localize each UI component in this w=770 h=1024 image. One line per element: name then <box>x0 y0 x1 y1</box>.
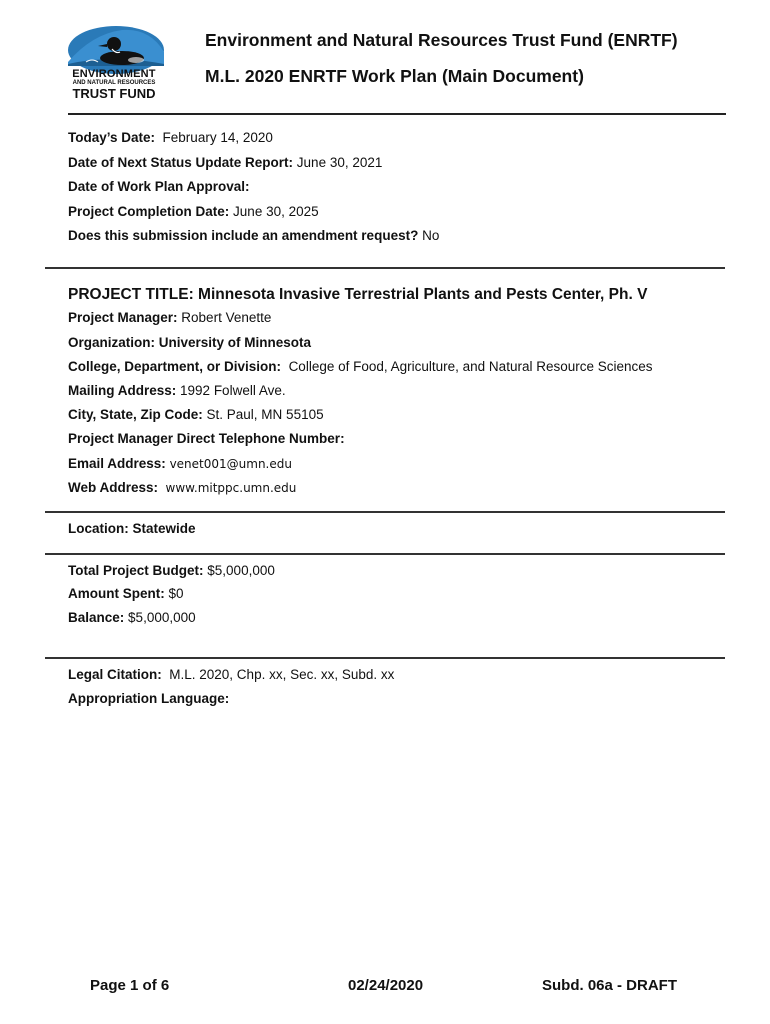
legal-citation-label: Legal Citation: <box>68 667 162 682</box>
amount-spent-value: $0 <box>168 586 184 601</box>
amount-spent-row <box>68 586 184 602</box>
page-title: Environment and Natural Resources Trust Fund (ENRTF) <box>205 30 678 50</box>
web-link[interactable]: www.mitppc.umn.edu <box>165 481 297 495</box>
location-label: Location: <box>68 521 129 536</box>
manager-row <box>68 310 271 326</box>
section-divider <box>45 267 725 269</box>
completion-row <box>68 204 319 220</box>
footer-page-number: Page 1 of 6 <box>90 977 170 994</box>
college-label: College, Department, or Division: <box>68 359 282 374</box>
email-label: Email Address: <box>68 456 166 471</box>
manager-value: Robert Venette <box>181 310 272 325</box>
header-divider <box>68 113 726 115</box>
todays-date-row <box>68 130 273 146</box>
total-budget-row <box>68 563 275 579</box>
balance-row <box>68 610 196 626</box>
enrtf-logo <box>62 24 166 102</box>
appropriation-row <box>68 691 229 707</box>
todays-date-label: Today’s Date: <box>68 130 156 145</box>
mailing-value: 1992 Folwell Ave. <box>180 383 286 398</box>
phone-label: Project Manager Direct Telephone Number: <box>68 431 345 446</box>
approval-row <box>68 179 250 195</box>
email-link[interactable]: venet001@umn.edu <box>169 457 292 471</box>
project-title-row <box>68 286 647 304</box>
footer-subd: Subd. 06a - DRAFT <box>542 977 678 994</box>
total-budget-label: Total Project Budget: <box>68 563 204 578</box>
completion-value: June 30, 2025 <box>233 204 319 219</box>
project-title-label: PROJECT TITLE: <box>68 286 194 303</box>
amendment-row <box>68 228 439 244</box>
location-value: Statewide <box>132 521 196 536</box>
next-report-row <box>68 155 382 171</box>
approval-label: Date of Work Plan Approval: <box>68 179 250 194</box>
phone-row <box>68 431 345 447</box>
web-row <box>68 480 296 496</box>
legal-citation-row <box>68 667 394 683</box>
organization-value: University of Minnesota <box>158 335 312 350</box>
next-report-label: Date of Next Status Update Report: <box>68 155 294 170</box>
section-divider <box>45 553 725 555</box>
city-label: City, State, Zip Code: <box>68 407 203 422</box>
college-row <box>68 359 653 375</box>
location-row <box>68 521 196 537</box>
logo-line-2: AND NATURAL RESOURCES <box>72 80 156 86</box>
web-label: Web Address: <box>68 480 159 495</box>
organization-label: Organization: <box>68 335 155 350</box>
mailing-label: Mailing Address: <box>68 383 177 398</box>
section-divider <box>45 511 725 513</box>
appropriation-label: Appropriation Language: <box>68 691 230 706</box>
email-row <box>68 456 292 472</box>
total-budget-value: $5,000,000 <box>207 563 275 578</box>
organization-row <box>68 335 311 351</box>
todays-date-value: February 14, 2020 <box>162 130 273 145</box>
amount-spent-label: Amount Spent: <box>68 586 165 601</box>
logo-line-3: TRUST FUND <box>72 86 156 101</box>
logo-line-1: ENVIRONMENT <box>72 68 156 80</box>
manager-label: Project Manager: <box>68 310 178 325</box>
legal-citation-value: M.L. 2020, Chp. xx, Sec. xx, Subd. xx <box>169 667 395 682</box>
next-report-value: June 30, 2021 <box>296 155 383 170</box>
footer-date: 02/24/2020 <box>348 977 424 994</box>
section-divider <box>45 657 725 659</box>
completion-label: Project Completion Date: <box>68 204 230 219</box>
amendment-value: No <box>422 228 440 243</box>
balance-value: $5,000,000 <box>128 610 196 625</box>
page-subtitle: M.L. 2020 ENRTF Work Plan (Main Document) <box>205 66 584 86</box>
mailing-row <box>68 383 286 399</box>
college-value: College of Food, Agriculture, and Natural Resource Sciences <box>288 359 653 374</box>
city-value: St. Paul, MN 55105 <box>206 407 324 422</box>
amendment-label: Does this submission include an amendment request? <box>68 228 419 243</box>
balance-label: Balance: <box>68 610 125 625</box>
project-title-value: Minnesota Invasive Terrestrial Plants and Pests Center, Ph. V <box>198 286 648 303</box>
city-row <box>68 407 324 423</box>
